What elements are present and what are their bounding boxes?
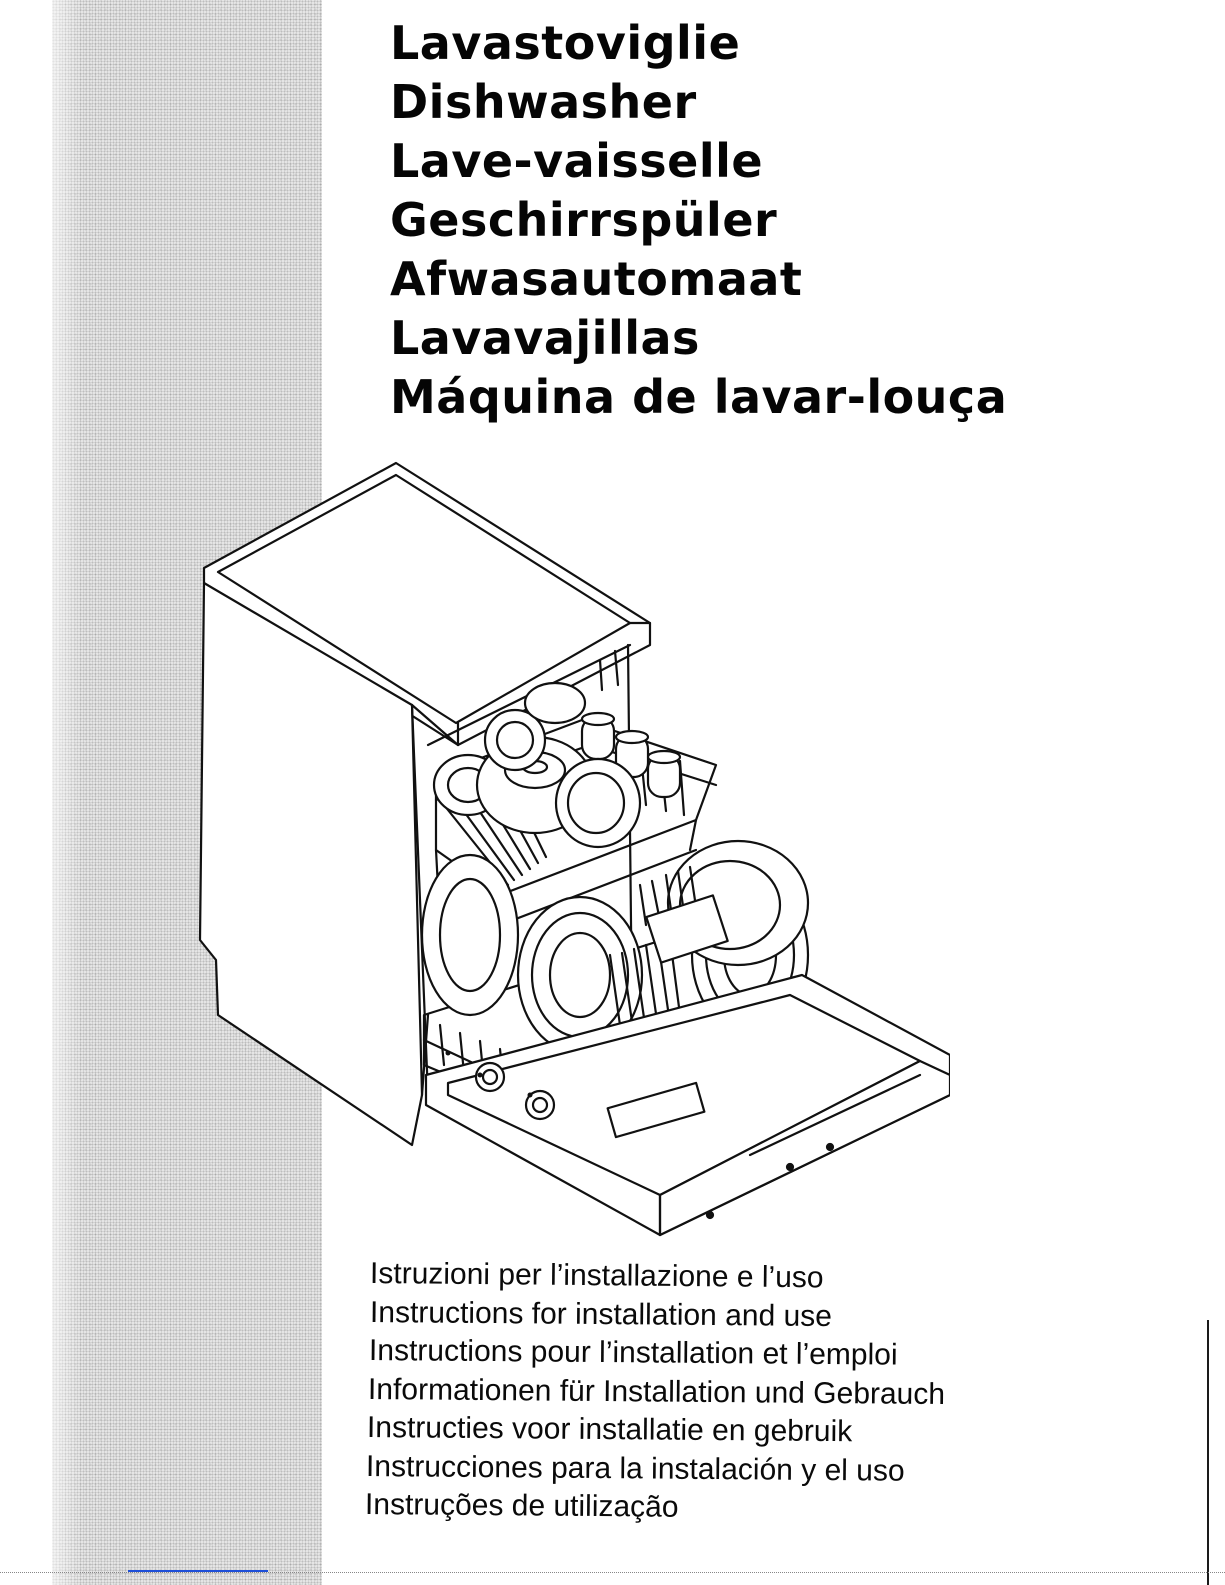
title-spanish: Lavavajillas [390,311,700,365]
side-band-shade [52,0,82,1585]
instruction-italian: Istruzioni per l’installazione e l’uso [369,1257,824,1295]
title-portuguese: Máquina de lavar-louça [390,370,1008,424]
instruction-spanish: Instrucciones para la instalación y el uso [365,1449,905,1488]
title-list [390,14,1007,427]
instruction-french: Instructions pour l’installation et l’emploi [368,1334,898,1372]
scan-edge-line [1207,1320,1209,1585]
dishwasher-illustration-icon [190,455,950,1245]
instruction-english: Instructions for installation and use [369,1295,833,1333]
instructions-list [364,1255,946,1525]
title-italian: Lavastoviglie [390,16,741,70]
door [426,975,950,1235]
instruction-portuguese: Instruções de utilização [364,1488,679,1524]
title-dutch: Afwasautomaat [390,252,803,306]
blue-accent-line [128,1570,268,1572]
title-english: Dishwasher [390,75,697,129]
instruction-german: Informationen für Installation und Gebrauch [367,1372,946,1411]
instruction-dutch: Instructies voor installatie en gebruik [366,1411,853,1449]
bottom-rule [0,1572,1225,1574]
title-french: Lave-vaisselle [390,134,764,188]
title-german: Geschirrspüler [390,193,778,247]
